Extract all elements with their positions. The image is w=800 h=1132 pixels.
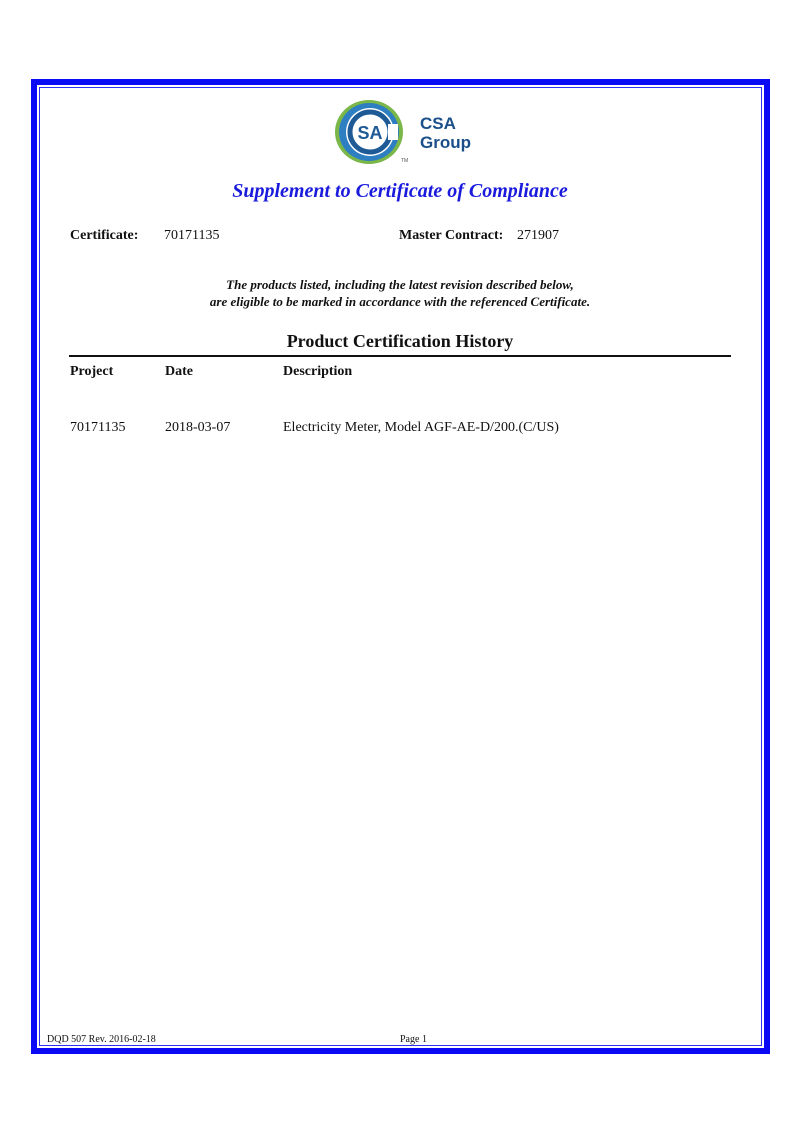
document-title: Supplement to Certificate of Compliance (232, 180, 568, 202)
certificate-value: 70171135 (164, 228, 220, 243)
footer-page-number: Page 1 (400, 1034, 427, 1045)
master-contract-value: 271907 (517, 228, 559, 243)
svg-text:TM: TM (401, 158, 409, 164)
column-header-description: Description (283, 364, 353, 379)
footer-form-id: DQD 507 Rev. 2016-02-18 (47, 1034, 156, 1045)
master-contract-label: Master Contract: (399, 228, 504, 243)
column-header-project: Project (70, 364, 114, 379)
column-header-date: Date (165, 364, 193, 379)
logo-text-line2: Group (420, 133, 471, 152)
svg-text:SA: SA (357, 123, 383, 143)
eligibility-note-line2: are eligible to be marked in accordance with the referenced Certificate. (209, 294, 591, 309)
section-divider (69, 355, 731, 357)
cell-date: 2018-03-07 (165, 420, 231, 435)
cell-description: Electricity Meter, Model AGF-AE-D/200.(C/US) (283, 420, 559, 435)
eligibility-note-line1: The products listed, including the latest revision described below, (226, 277, 574, 292)
certificate-label: Certificate: (70, 228, 139, 243)
section-title: Product Certification History (286, 331, 514, 351)
logo-wordmark (420, 114, 471, 152)
cell-project: 70171135 (70, 420, 126, 435)
logo-text-line1: CSA (420, 114, 456, 133)
